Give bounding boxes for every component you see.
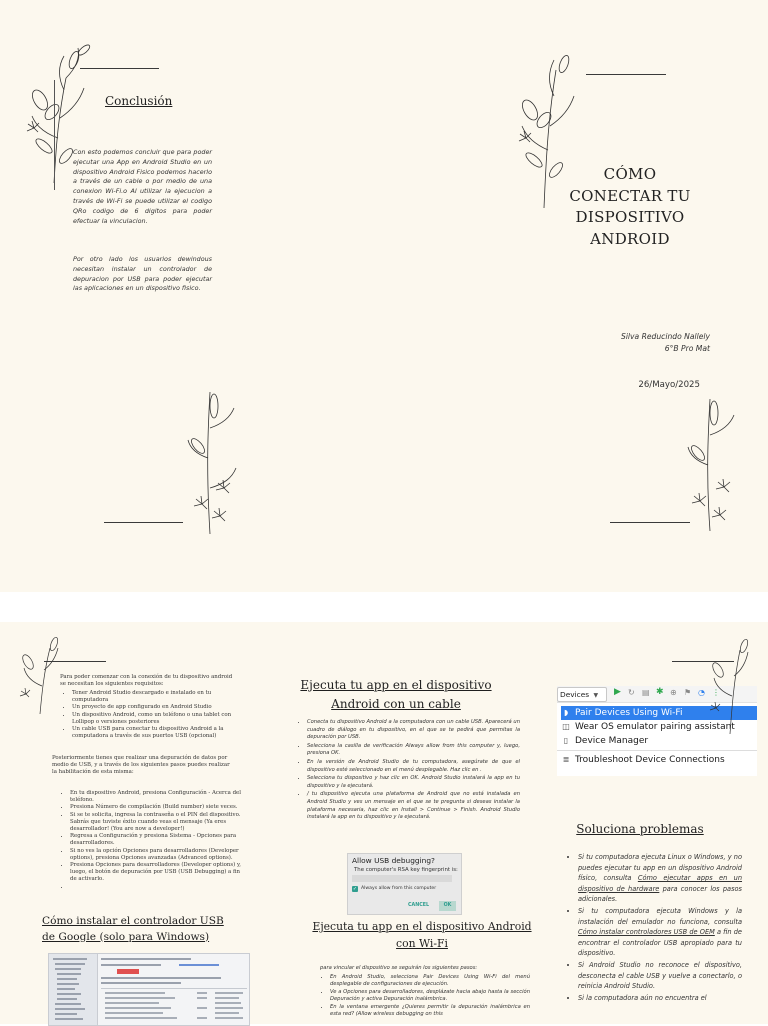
always-allow-label: Always allow from this computer (361, 886, 437, 891)
list-item: • Selecciona la casilla de verificación Always allow from this computer y, luego, presiona OK. (307, 743, 520, 758)
decorative-stem-line (54, 80, 55, 190)
requirements-intro: Para poder comenzar con la conexión de tu dispositivo android se necesitan los siguientes requisitos: (60, 674, 233, 688)
menu-item-label: Pair Devices Using Wi-Fi (575, 708, 683, 718)
list-item: • / tu dispositivo ejecuta una plataforma de Android que no está instalada en Android Studio y ves un mensaje en el que se te pregunta si deseas instalar la plataforma necesaria, haz clic en Install > Continue > Finish. Android Studio instalará la app en tu dispositivo y la ejecutará. (307, 791, 520, 821)
sidebar-placeholder-lines (49, 954, 97, 1025)
list-item (578, 960, 742, 992)
debugging-intro: Posteriormente tienes que realizar una depuración de datos por medio de USB, y a través de los siguientes pasos puedes realizar la habilitación de esta misma: (52, 755, 230, 776)
conclusion-title: Conclusión (105, 94, 173, 108)
ok-button[interactable]: OK (439, 901, 456, 911)
menu-separator (557, 750, 757, 751)
wifi-pairing-steps (320, 974, 530, 1018)
list-item-text: Si tu computadora ejecuta Windows y la instalación del emulador no funciona, consulta (578, 906, 742, 926)
list-item: • Presiona Número de compilación (Build number) siete veces. (70, 804, 248, 811)
menu-item-device-manager[interactable] (561, 734, 757, 748)
dialog-fingerprint-text: The computer's RSA key fingerprint is: (354, 867, 458, 873)
list-item (578, 906, 742, 959)
cover-title-line: ANDROID (590, 229, 670, 248)
author-name: Silva Reducindo Nallely (621, 332, 710, 341)
cover-title-line: CÓMO (603, 165, 657, 183)
cover-title-line: CONECTAR TU (569, 186, 691, 205)
author-group: 6°B Pro Mat (664, 344, 710, 353)
sdk-tools-table (101, 956, 247, 1024)
fingerprint-value (352, 875, 452, 882)
usb-driver-heading: Cómo instalar el controlador USB de Google (solo para Windows) (42, 915, 224, 943)
watch-icon: ◫ (562, 722, 570, 731)
layout-icon[interactable]: ▤ (642, 688, 650, 697)
menu-item-label: Device Manager (575, 736, 649, 746)
chevron-down-icon: ▼ (593, 692, 599, 699)
list-item: • En la ventana emergente ¿Quieres permitir la depuración inalámbrica en esta red? (Allow wireless debugging on this (330, 1004, 530, 1019)
sdk-manager-screenshot (48, 953, 250, 1026)
decorative-rule (44, 661, 106, 662)
allow-usb-debugging-dialog (347, 853, 462, 915)
list-icon: ≣ (562, 755, 570, 764)
troubleshoot-heading: Soluciona problemas (576, 822, 704, 836)
apply-changes-icon[interactable]: ↻ (628, 688, 635, 697)
cable-run-heading: Ejecuta tu app en el dispositivo Android con un cable (300, 678, 492, 711)
device-dropdown-label: Devices (560, 690, 590, 699)
decorative-rule (104, 522, 183, 523)
more-icon[interactable]: ⋮ (712, 688, 720, 697)
wifi-run-heading: Ejecuta tu app en el dispositivo Android con Wi-Fi (312, 920, 532, 950)
troubleshoot-list (568, 852, 742, 1004)
oem-usb-drivers-link[interactable]: Cómo instalar controladores USB de OEM (578, 928, 715, 937)
settings-sidebar (49, 954, 98, 1025)
menu-item-troubleshoot[interactable] (561, 753, 757, 767)
list-item (70, 884, 248, 891)
list-item: • Si se te solicita, ingresa la contraseña o el PIN del dispositivo. Sabrás que tuviste éxito cuando veas el mensaje (Ya eres desarrollador! (You are now a developer!) (70, 812, 248, 834)
cover-title-line: DISPOSITIVO (575, 208, 685, 226)
list-item: • Conecta tu dispositivo Android a la computadora con un cable USB. Aparecerá un cuadro de diálogo en tu dispositivo, en el que se te pedirá que permitas la depuración por USB. (307, 719, 520, 742)
debug-icon[interactable]: ✱ (656, 687, 664, 697)
list-item: • Selecciona tu dispositivo y haz clic en OK. Android Studio instalará la app en tu dispositivo y la ejecutará. (307, 775, 520, 790)
list-item (578, 993, 742, 1004)
list-item: • En la versión de Android Studio de tu computadora, asegúrate de que el dispositivo esté seleccionado en el menú desplegable. Haz clic en . (307, 759, 520, 774)
conclusion-paragraph-2: Por otro lado los usuarios dewindous necesitan instalar un controlador de depuracion por USB para poder ejecutar las aplicaciones en un dispositivo fisico. (73, 255, 212, 293)
list-item-text: para conocer los pasos adicionales. (578, 884, 742, 904)
list-item-text: Si la computadora aún no encuentra el (578, 993, 707, 1002)
dialog-title: Allow USB debugging? (352, 856, 435, 865)
decorative-rule (610, 522, 690, 523)
list-item: • Ve a Opciones para desarrolladores, desplázate hacia abajo hasta la sección Depuración y activa Depuración inalámbrica. (330, 989, 530, 1004)
hardware-device-link[interactable]: Cómo ejecutar apps en un dispositivo de hardware (578, 874, 743, 893)
list-item: • Presiona Opciones para desarrolladores (Developer options) y, luego, el botón de depuración por USB (USB Debugging) a fin de activarlo. (70, 862, 248, 884)
page-gap (0, 592, 768, 622)
decorative-rule (80, 68, 159, 69)
decorative-rule (672, 661, 734, 662)
list-item: • Un dispositivo Android, como un teléfono o una tablet con Lollipop o versiones posteriores (72, 712, 248, 726)
list-item: • Un cable USB para conectar tu dispositivo Android a la computadora a través de sus puertos USB (opcional) (72, 726, 248, 740)
debugging-steps-list (58, 790, 248, 891)
list-item: • Tener Android Studio descargado e instalado en tu computadora (72, 690, 248, 704)
list-item: • Si no ves la opción Opciones para desarrolladores (Developer options), presiona Opciones avanzadas (Advanced options). (70, 848, 248, 862)
list-item (578, 852, 742, 905)
list-item: • Un proyecto de app configurado en Android Studio (72, 704, 248, 711)
phone-icon: ▯ (563, 736, 569, 745)
conclusion-paragraph-1: Con esto podemos concluir que para poder ejecutar una App en Android Studio en un dispositivo Android Fisico podemos hacerlo a través de un cable o por medio de una conexion Wi-Fi.o Al utilizar la ejecucion a través de Wi-Fi se puede utilizar el codigo QRo codigo de 6 digitos para poder efectuar la vinculacion. (73, 148, 212, 225)
cover-title (560, 164, 700, 250)
requirements-list (60, 690, 248, 740)
list-item-text: Si tu computadora ejecuta Linux o Windows, y no puedes ejecutar tu app en un dispositivo Android físico, consulta (578, 853, 742, 883)
list-item: • En tu dispositivo Android, presiona Configuración - Acerca del teléfono. (70, 790, 248, 804)
wifi-pairing-intro: para vincular el dispositivo se seguirán los siguientes pasos: (320, 965, 478, 971)
list-item: • En Android Studio, selecciona Pair Devices Using Wi-Fi del menú desplegable de configuraciones de ejecución. (330, 974, 530, 989)
cancel-button[interactable]: CANCEL (408, 903, 430, 908)
wifi-icon: ◗ (563, 708, 569, 717)
decorative-rule (586, 74, 666, 75)
floral-ornament-bottom-left (180, 388, 250, 538)
list-item: • Regresa a Configuración y presiona Sistema - Opciones para desarrolladores. (70, 833, 248, 847)
floral-ornament-inside-right (700, 636, 760, 736)
run-icon[interactable]: ▶ (614, 687, 621, 697)
list-item-text: Si Android Studio no reconoce el dispositivo, desconecta el cable USB y vuelve a conectarlo, o reinicia Android Studio. (578, 960, 742, 991)
cover-author-block (560, 331, 710, 355)
floral-ornament-inside-left (14, 636, 66, 716)
cover-date: 26/Mayo/2025 (638, 380, 700, 390)
list-item-text: a fin de encontrar el controlador USB apropiado para tu dispositivo. (578, 928, 742, 958)
profile-icon[interactable]: ⊕ (670, 688, 677, 697)
floral-ornament-bottom-right (680, 395, 750, 535)
menu-item-label: Troubleshoot Device Connections (575, 755, 725, 765)
gauge-icon[interactable]: ◔ (698, 688, 705, 697)
device-dropdown[interactable] (557, 687, 607, 702)
menu-item-label: Wear OS emulator pairing assistant (575, 722, 735, 732)
always-allow-checkbox[interactable]: ✓ (352, 886, 358, 892)
attach-icon[interactable]: ⚑ (684, 688, 692, 697)
cable-run-steps (297, 719, 520, 823)
